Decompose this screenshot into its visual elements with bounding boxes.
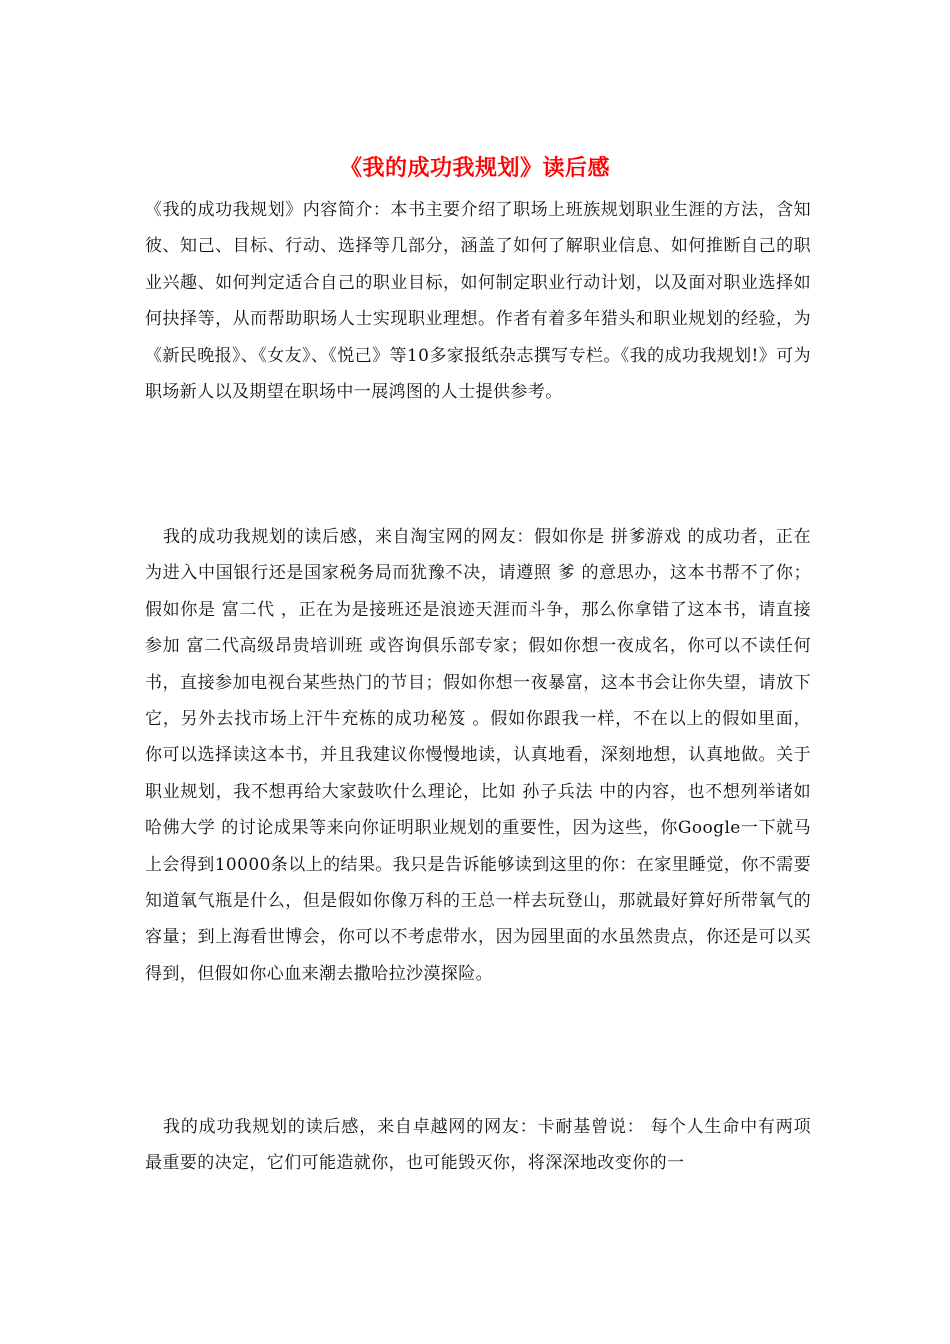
document-title: 《我的成功我规划》读后感 xyxy=(339,155,610,181)
paragraph-review-joyo: 我的成功我规划的读后感，来自卓越网的网友：卡耐基曾说： 每个人生命中有两项最重要的决定，它们可能造就你，也可能毁灭你，将深深地改变你的一 xyxy=(145,1117,811,1174)
paragraph-intro: 《我的成功我规划》内容简介：本书主要介绍了职场上班族规划职业生涯的方法，含知彼、知己、目标、行动、选择等几部分，涵盖了如何了解职业信息、如何推断自己的职业兴趣、如何判定适合自己的职业目标，如何制定职业行动计划，以及面对职业选择如何抉择等，从而帮助职场人士实现职业理想。作者有着多年猎头和职业规划的经验，为《新民晚报》、《女友》、《悦己》等10多家报纸杂志撰写专栏。《我的成功我规划!》可为职场新人以及期望在职场中一展鸿图的人士提供参考。 xyxy=(145,200,811,403)
paragraph-review-taobao: 我的成功我规划的读后感，来自淘宝网的网友：假如你是 拼爹游戏 的成功者，正在为进入中国银行还是国家税务局而犹豫不决，请遵照 爹 的意思办，这本书帮不了你；假如你是 富二代 ，正在为是接班还是浪迹天涯而斗争，那么你拿错了这本书，请直接参加 富二代高级昂贵培训班 或咨询俱乐部专家；假如你想一夜成名，你可以不读任何书，直接参加电视台某些热门的节目；假如你想一夜暴富，这本书会让你失望，请放下它，另外去找市场上汗牛充栋的成功秘笈 。假如你跟我一样，不在以上的假如里面，你可以选择读这本书，并且我建议你慢慢地读，认真地看，深刻地想，认真地做。关于职业规划，我不想再给大家鼓吹什么理论，比如 孙子兵法 中的内容，也不想列举诸如 哈佛大学 的讨论成果等来向你证明职业规划的重要性，因为这些，你Google一下就马上会得到10000条以上的结果。我只是告诉能够读到这里的你：在家里睡觉，你不需要知道氧气瓶是什么，但是假如你像万科的王总一样去玩登山，那就最好算好所带氧气的容量；到上海看世博会，你可以不考虑带水，因为园里面的水虽然贵点，你还是可以买得到，但假如你心血来潮去撒哈拉沙漠探险。 xyxy=(145,527,811,984)
